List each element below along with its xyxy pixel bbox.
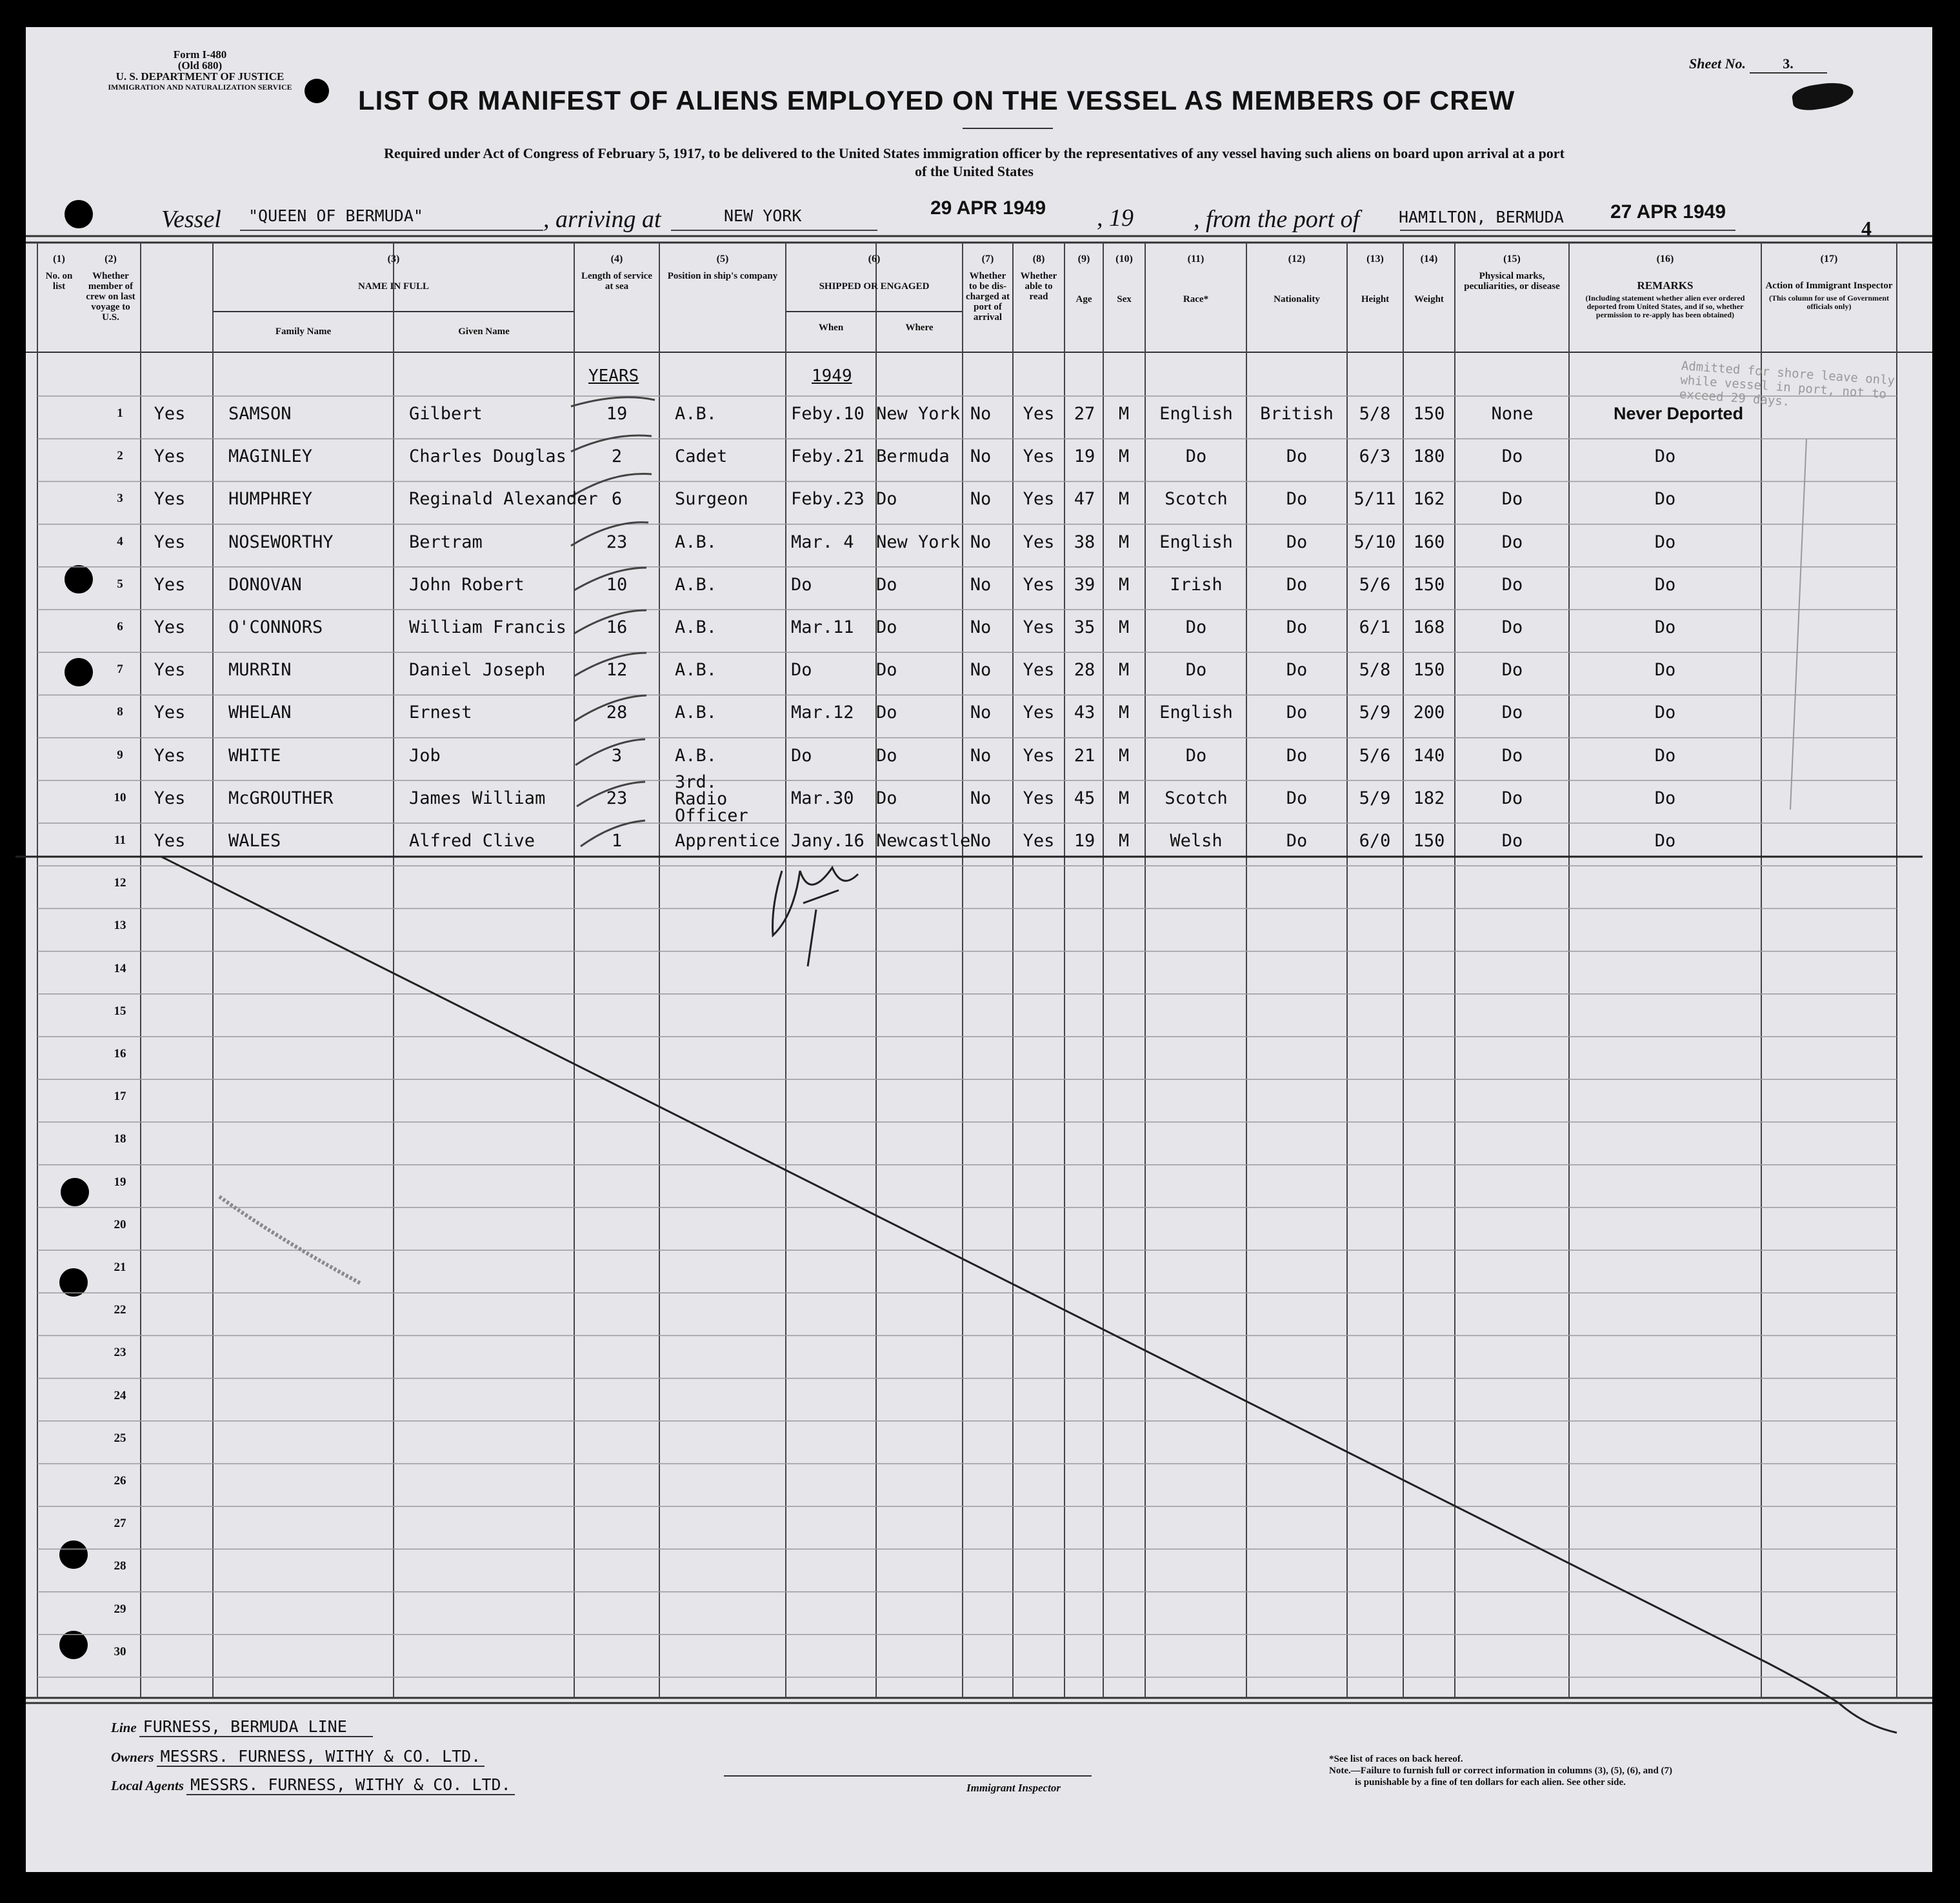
column-number: (5) xyxy=(716,254,729,264)
cell-service: 6 xyxy=(611,489,623,510)
row-number: 16 xyxy=(114,1047,126,1061)
inspector-signature-line xyxy=(724,1775,1092,1777)
cell-sex: M xyxy=(1118,831,1130,851)
cell-position: A.B. xyxy=(675,660,717,681)
cell-position: Surgeon xyxy=(675,489,748,510)
cell-age: 27 xyxy=(1074,404,1095,424)
cell-height: 5/11 xyxy=(1354,489,1396,510)
column-number: (1) xyxy=(53,254,65,264)
cell-remarks: Do xyxy=(1654,788,1676,808)
cell-n: 6 xyxy=(117,620,123,633)
cell-age: 38 xyxy=(1074,532,1095,552)
cell-sex: M xyxy=(1118,446,1130,467)
cell-age: 43 xyxy=(1074,702,1095,723)
column-label: Whether member of crew on last voyage to U.S. xyxy=(86,271,135,323)
departure-date-stamp: 27 APR 1949 xyxy=(1610,201,1726,223)
cell-read: Yes xyxy=(1023,702,1055,723)
cell-n: 1 xyxy=(117,406,123,420)
cell-nationality: Do xyxy=(1286,788,1308,808)
cell-nationality: British xyxy=(1260,404,1334,424)
cell-sex: M xyxy=(1118,788,1130,808)
cell-service: 12 xyxy=(606,660,628,681)
cell-position: 3rd. Radio Officer xyxy=(675,772,748,826)
cell-height: 5/6 xyxy=(1359,574,1391,595)
cell-where: Do xyxy=(876,489,897,510)
footer-notes xyxy=(1329,1753,1672,1788)
cell-service: 1 xyxy=(611,831,623,851)
cell-remarks: Do xyxy=(1654,532,1676,552)
cell-when: Feby.10 xyxy=(791,404,865,424)
cell-discharge: No xyxy=(970,617,992,637)
vessel-label: Vessel xyxy=(161,206,221,233)
cell-race: English xyxy=(1159,702,1233,723)
cell-weight: 150 xyxy=(1413,831,1445,851)
cell-prev: Yes xyxy=(154,489,186,510)
from-port-label: , from the port of xyxy=(1194,206,1360,233)
column-number: (9) xyxy=(1077,254,1090,264)
row-number: 25 xyxy=(114,1431,126,1445)
column-number: (10) xyxy=(1115,254,1133,264)
cell-service: 3 xyxy=(611,745,623,766)
cell-height: 5/8 xyxy=(1359,660,1391,681)
cell-nationality: Do xyxy=(1286,745,1308,766)
cell-read: Yes xyxy=(1023,617,1055,637)
cell-prev: Yes xyxy=(154,831,186,851)
footer-line xyxy=(111,1717,373,1737)
inspector-label: Immigrant Inspector xyxy=(966,1782,1061,1794)
cell-given: Alfred Clive xyxy=(409,831,535,851)
cell-n: 3 xyxy=(117,492,123,506)
cell-race: Scotch xyxy=(1165,489,1228,510)
cell-age: 39 xyxy=(1074,574,1095,595)
cell-remarks: Do xyxy=(1654,831,1676,851)
column-label: Physical marks, peculiarities, or disease xyxy=(1464,271,1560,292)
cell-read: Yes xyxy=(1023,404,1055,424)
cell-where: New York xyxy=(876,532,961,552)
column-number: (3) xyxy=(387,254,400,264)
cell-where: New York xyxy=(876,404,961,424)
cell-remarks: Do xyxy=(1654,617,1676,637)
line-label: Line xyxy=(111,1720,137,1735)
cell-race: Scotch xyxy=(1165,788,1228,808)
cell-marks: Do xyxy=(1501,702,1523,723)
cell-discharge: No xyxy=(970,788,992,808)
cell-service: 2 xyxy=(611,446,623,467)
cell-where: Do xyxy=(876,574,897,595)
cell-family: O'CONNORS xyxy=(228,617,323,637)
cell-position: A.B. xyxy=(675,702,717,723)
cell-n: 10 xyxy=(114,790,126,804)
cell-where: Do xyxy=(876,660,897,681)
cell-marks: Do xyxy=(1501,831,1523,851)
column-label: Whether able to read xyxy=(1020,271,1057,302)
cell-family: MURRIN xyxy=(228,660,292,681)
cell-age: 21 xyxy=(1074,745,1095,766)
cell-family: DONOVAN xyxy=(228,574,302,595)
cell-family: NOSEWORTHY xyxy=(228,532,334,552)
cell-marks: Do xyxy=(1501,489,1523,510)
cell-remarks: Do xyxy=(1654,745,1676,766)
cell-remarks: Do xyxy=(1654,660,1676,681)
cell-sex: M xyxy=(1118,702,1130,723)
cell-height: 6/0 xyxy=(1359,831,1391,851)
cell-discharge: No xyxy=(970,745,992,766)
cell-service: 10 xyxy=(606,574,628,595)
cell-service: 16 xyxy=(606,617,628,637)
cell-given: William Francis xyxy=(409,617,566,637)
cell-weight: 162 xyxy=(1413,489,1445,510)
cell-given: Charles Douglas xyxy=(409,446,566,467)
cell-read: Yes xyxy=(1023,660,1055,681)
row-number: 26 xyxy=(114,1474,126,1488)
cell-given: Bertram xyxy=(409,532,483,552)
form-number: Form I-480 xyxy=(173,48,227,61)
row-number: 27 xyxy=(114,1517,126,1531)
cell-service: 19 xyxy=(606,404,628,424)
column-number: (7) xyxy=(981,254,994,264)
form-old-number: (Old 680) xyxy=(177,59,223,72)
year-1949: 1949 xyxy=(812,366,852,386)
cell-height: 5/6 xyxy=(1359,745,1391,766)
cell-sex: M xyxy=(1118,660,1130,681)
cell-age: 19 xyxy=(1074,446,1095,467)
penalty-note-2: is punishable by a fine of ten dollars for each alien. See other side. xyxy=(1355,1777,1626,1788)
column-label: Position in ship's company xyxy=(667,271,778,281)
cell-sex: M xyxy=(1118,745,1130,766)
cell-marks: None xyxy=(1491,404,1534,424)
cell-height: 5/9 xyxy=(1359,788,1391,808)
form-service: IMMIGRATION AND NATURALIZATION SERVICE xyxy=(108,83,292,92)
cell-family: McGROUTHER xyxy=(228,788,334,808)
cell-nationality: Do xyxy=(1286,617,1308,637)
cell-given: John Robert xyxy=(409,574,525,595)
subtitle-line-2: of the United States xyxy=(915,163,1034,179)
row-number: 28 xyxy=(114,1559,126,1573)
column-number: (12) xyxy=(1288,254,1306,264)
column-number: (15) xyxy=(1503,254,1521,264)
cell-marks: Do xyxy=(1501,574,1523,595)
cell-when: Do xyxy=(791,660,812,681)
cell-weight: 160 xyxy=(1413,532,1445,552)
races-note: *See list of races on back hereof. xyxy=(1329,1754,1463,1764)
cell-position: Cadet xyxy=(675,446,728,467)
cell-nationality: Do xyxy=(1286,489,1308,510)
cell-service: 23 xyxy=(606,532,628,552)
years-label: YEARS xyxy=(588,366,639,386)
cell-nationality: Do xyxy=(1286,532,1308,552)
cell-when: Jany.16 xyxy=(791,831,865,851)
column-label: SHIPPED OR ENGAGED xyxy=(819,281,930,292)
cell-prev: Yes xyxy=(154,788,186,808)
cell-weight: 140 xyxy=(1413,745,1445,766)
cell-read: Yes xyxy=(1023,831,1055,851)
cell-prev: Yes xyxy=(154,532,186,552)
cell-where: Do xyxy=(876,702,897,723)
cell-given: Daniel Joseph xyxy=(409,660,546,681)
column-sublabel: (This column for use of Government officials only) xyxy=(1768,294,1890,311)
column-label: Nationality xyxy=(1274,294,1320,304)
row-number: 18 xyxy=(114,1132,126,1146)
cell-family: MAGINLEY xyxy=(228,446,313,467)
cell-read: Yes xyxy=(1023,532,1055,552)
year-label: , 19 xyxy=(1097,204,1134,232)
column-sublabel: Family Name xyxy=(275,326,332,337)
row-number: 15 xyxy=(114,1004,126,1018)
cell-n: 11 xyxy=(114,833,126,847)
cell-when: Feby.21 xyxy=(791,446,865,467)
cell-discharge: No xyxy=(970,574,992,595)
cell-nationality: Do xyxy=(1286,702,1308,723)
cell-where: Newcastle xyxy=(876,831,971,851)
cell-when: Mar.30 xyxy=(791,788,854,808)
cell-race: English xyxy=(1159,404,1233,424)
cell-age: 47 xyxy=(1074,489,1095,510)
cell-race: Do xyxy=(1185,660,1207,681)
cell-race: Do xyxy=(1185,745,1207,766)
cell-height: 6/1 xyxy=(1359,617,1391,637)
column-label: Length of service at sea xyxy=(581,271,652,292)
cell-nationality: Do xyxy=(1286,660,1308,681)
cell-discharge: No xyxy=(970,831,992,851)
column-label: Race* xyxy=(1183,294,1209,304)
subtitle-line-1: Required under Act of Congress of February 5, 1917, to be delivered to the United States immigration officer by the representatives of any vessel having such aliens on board upon arrival at a port xyxy=(384,145,1565,161)
cell-read: Yes xyxy=(1023,446,1055,467)
cell-when: Mar. 4 xyxy=(791,532,854,552)
form-department: U. S. DEPARTMENT OF JUSTICE xyxy=(115,70,285,83)
cell-marks: Do xyxy=(1501,532,1523,552)
column-number: (13) xyxy=(1366,254,1384,264)
cell-nationality: Do xyxy=(1286,831,1308,851)
cell-given: Gilbert xyxy=(409,404,483,424)
row-number: 17 xyxy=(114,1090,126,1104)
column-number: (14) xyxy=(1420,254,1438,264)
cell-discharge: No xyxy=(970,532,992,552)
column-number: (2) xyxy=(105,254,117,264)
column-label: Weight xyxy=(1414,294,1444,304)
column-sublabel: Where xyxy=(905,323,934,333)
cell-age: 45 xyxy=(1074,788,1095,808)
cell-age: 19 xyxy=(1074,831,1095,851)
column-label: NAME IN FULL xyxy=(357,281,429,292)
cell-marks: Do xyxy=(1501,660,1523,681)
page-mark: 4 xyxy=(1861,217,1872,240)
cell-nationality: Do xyxy=(1286,446,1308,467)
cell-family: WHITE xyxy=(228,745,281,766)
cell-read: Yes xyxy=(1023,489,1055,510)
cell-family: SAMSON xyxy=(228,404,292,424)
column-sublabel: (Including statement whether alien ever ordered deported from United States, and if so, whether permission to re-apply has been obtained) xyxy=(1585,294,1745,319)
cell-marks: Do xyxy=(1501,617,1523,637)
column-number: (11) xyxy=(1187,254,1205,264)
cell-prev: Yes xyxy=(154,702,186,723)
column-label: Sex xyxy=(1117,294,1132,304)
cell-weight: 182 xyxy=(1413,788,1445,808)
cell-age: 35 xyxy=(1074,617,1095,637)
row-number: 14 xyxy=(114,961,126,975)
cell-given: Job xyxy=(409,745,441,766)
cell-sex: M xyxy=(1118,617,1130,637)
cell-remarks: Do xyxy=(1654,489,1676,510)
row-number: 12 xyxy=(114,876,126,890)
cell-weight: 150 xyxy=(1413,660,1445,681)
row-number: 19 xyxy=(114,1175,126,1189)
cell-prev: Yes xyxy=(154,660,186,681)
cell-discharge: No xyxy=(970,446,992,467)
column-label: Action of Immigrant Inspector xyxy=(1765,281,1893,291)
line-value: FURNESS, BERMUDA LINE xyxy=(139,1717,373,1737)
cell-where: Bermuda xyxy=(876,446,950,467)
cell-discharge: No xyxy=(970,660,992,681)
cell-when: Mar.11 xyxy=(791,617,854,637)
cell-read: Yes xyxy=(1023,745,1055,766)
cell-sex: M xyxy=(1118,489,1130,510)
cell-discharge: No xyxy=(970,404,992,424)
column-number: (8) xyxy=(1032,254,1045,264)
arriving-label: , arriving at xyxy=(543,206,661,233)
cell-weight: 150 xyxy=(1413,404,1445,424)
cell-family: WHELAN xyxy=(228,702,292,723)
cell-marks: Do xyxy=(1501,446,1523,467)
row-number: 20 xyxy=(114,1217,126,1231)
column-number: (16) xyxy=(1656,254,1674,264)
arrival-date-stamp: 29 APR 1949 xyxy=(930,197,1046,219)
sheet-number-label: Sheet No. xyxy=(1689,55,1746,72)
cell-race: English xyxy=(1159,532,1233,552)
cell-prev: Yes xyxy=(154,446,186,467)
cell-family: WALES xyxy=(228,831,281,851)
cell-prev: Yes xyxy=(154,745,186,766)
cell-discharge: No xyxy=(970,489,992,510)
cell-weight: 200 xyxy=(1413,702,1445,723)
cell-n: 4 xyxy=(117,534,123,548)
column-label: REMARKS xyxy=(1637,279,1694,292)
cell-given: James William xyxy=(409,788,546,808)
penalty-note-1: Note.—Failure to furnish full or correct information in columns (3), (5), (6), and (7) xyxy=(1329,1766,1673,1776)
cell-nationality: Do xyxy=(1286,574,1308,595)
row-number: 22 xyxy=(114,1303,126,1317)
cell-discharge: No xyxy=(970,702,992,723)
cell-n: 9 xyxy=(117,748,123,762)
cell-weight: 150 xyxy=(1413,574,1445,595)
cell-height: 5/10 xyxy=(1354,532,1396,552)
column-number: (17) xyxy=(1820,254,1838,264)
cell-position: A.B. xyxy=(675,617,717,637)
column-label: No. on list xyxy=(45,271,73,292)
cell-remarks: Do xyxy=(1654,702,1676,723)
cell-where: Do xyxy=(876,745,897,766)
column-label: Height xyxy=(1361,294,1390,304)
row-number: 30 xyxy=(114,1644,126,1659)
cell-height: 6/3 xyxy=(1359,446,1391,467)
cell-read: Yes xyxy=(1023,574,1055,595)
cell-height: 5/9 xyxy=(1359,702,1391,723)
cell-where: Do xyxy=(876,617,897,637)
cell-read: Yes xyxy=(1023,788,1055,808)
pencil-remark: Admitted for shore leave only while vessel in port, not to exceed 29 days. xyxy=(1679,359,1895,409)
cell-race: Do xyxy=(1185,446,1207,467)
row-number: 21 xyxy=(114,1260,126,1274)
cell-service: 23 xyxy=(606,788,628,808)
cell-remarks: Do xyxy=(1654,574,1676,595)
cell-when: Do xyxy=(791,745,812,766)
owners-label: Owners xyxy=(111,1749,154,1765)
row-number: 24 xyxy=(114,1388,126,1402)
arriving-port: NEW YORK xyxy=(724,206,802,225)
footer-owners xyxy=(111,1747,485,1767)
cell-n: 8 xyxy=(117,705,123,719)
sheet-number-value: 3. xyxy=(1750,55,1827,74)
cell-weight: 180 xyxy=(1413,446,1445,467)
cell-prev: Yes xyxy=(154,574,186,595)
cell-prev: Yes xyxy=(154,404,186,424)
agents-value: MESSRS. FURNESS, WITHY & CO. LTD. xyxy=(186,1775,515,1795)
row-number: 23 xyxy=(114,1346,126,1360)
cell-remarks: Never Deported xyxy=(1614,404,1744,423)
cell-where: Do xyxy=(876,788,897,808)
row-number: 29 xyxy=(114,1602,126,1616)
page-title: LIST OR MANIFEST OF ALIENS EMPLOYED ON THE VESSEL AS MEMBERS OF CREW xyxy=(358,85,1515,115)
cell-position: A.B. xyxy=(675,745,717,766)
cell-age: 28 xyxy=(1074,660,1095,681)
cell-race: Welsh xyxy=(1170,831,1223,851)
cell-given: Reginald Alexander xyxy=(409,489,598,510)
cell-when: Do xyxy=(791,574,812,595)
cell-given: Ernest xyxy=(409,702,472,723)
column-number: (4) xyxy=(610,254,623,264)
column-sublabel: When xyxy=(818,323,844,333)
cell-service: 28 xyxy=(606,702,628,723)
cell-weight: 168 xyxy=(1413,617,1445,637)
cell-n: 5 xyxy=(117,577,123,591)
cell-family: HUMPHREY xyxy=(228,489,313,510)
from-port: HAMILTON, BERMUDA xyxy=(1399,208,1564,226)
cell-marks: Do xyxy=(1501,788,1523,808)
cell-marks: Do xyxy=(1501,745,1523,766)
column-sublabel: Given Name xyxy=(458,326,510,337)
cell-sex: M xyxy=(1118,532,1130,552)
row-number: 13 xyxy=(114,919,126,933)
cell-race: Irish xyxy=(1170,574,1223,595)
cell-position: Apprentice xyxy=(675,831,780,851)
column-number: (6) xyxy=(868,254,881,264)
cell-when: Feby.23 xyxy=(791,489,865,510)
cell-when: Mar.12 xyxy=(791,702,854,723)
vessel-name: "QUEEN OF BERMUDA" xyxy=(248,206,423,225)
cell-sex: M xyxy=(1118,574,1130,595)
column-label: Whether to be dis-charged at port of arrival xyxy=(966,271,1010,323)
owners-value: MESSRS. FURNESS, WITHY & CO. LTD. xyxy=(157,1747,485,1767)
cell-position: A.B. xyxy=(675,404,717,424)
cell-prev: Yes xyxy=(154,617,186,637)
cell-n: 2 xyxy=(117,449,123,463)
footer-agents xyxy=(111,1775,515,1795)
agents-label: Local Agents xyxy=(111,1778,184,1793)
cell-n: 7 xyxy=(117,663,123,677)
cell-position: A.B. xyxy=(675,532,717,552)
cell-sex: M xyxy=(1118,404,1130,424)
cell-remarks: Do xyxy=(1654,446,1676,467)
column-label: Age xyxy=(1075,294,1092,304)
cell-position: A.B. xyxy=(675,574,717,595)
cell-race: Do xyxy=(1185,617,1207,637)
cell-height: 5/8 xyxy=(1359,404,1391,424)
